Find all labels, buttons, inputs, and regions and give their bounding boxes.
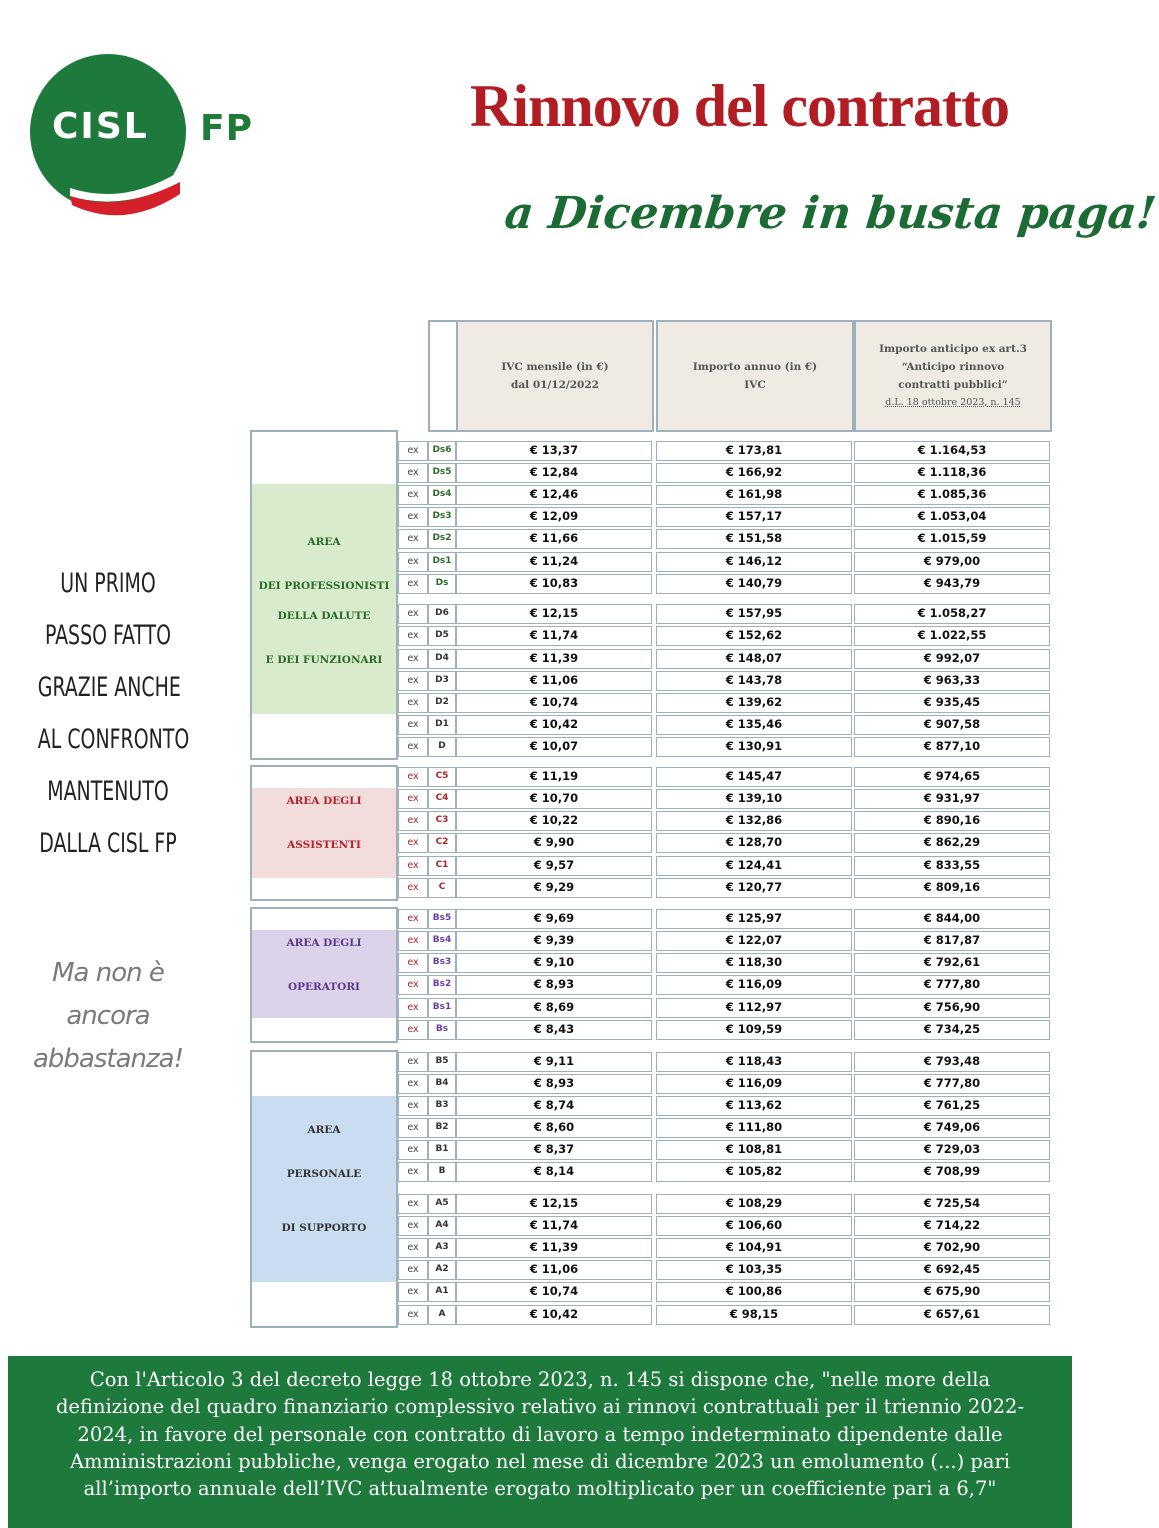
ivc-monthly-value: € 9,29 — [456, 878, 652, 898]
ivc-annual-value: € 157,95 — [656, 604, 852, 624]
column-header — [656, 320, 854, 432]
grade-prefix: ex — [398, 693, 428, 713]
advance-amount-value: € 756,90 — [854, 998, 1050, 1018]
grade-code: A1 — [428, 1282, 456, 1302]
ivc-monthly-value: € 10,74 — [456, 693, 652, 713]
ivc-monthly-value: € 9,90 — [456, 833, 652, 853]
ivc-monthly-value: € 11,06 — [456, 671, 652, 691]
grade-code: Ds1 — [428, 552, 456, 572]
table-row — [398, 552, 1050, 572]
advance-amount-value: € 844,00 — [854, 909, 1050, 929]
ivc-annual-value: € 98,15 — [656, 1305, 852, 1325]
table-row — [398, 626, 1050, 646]
grade-prefix: ex — [398, 574, 428, 594]
advance-amount-value: € 1.164,53 — [854, 441, 1050, 461]
ivc-annual-value: € 113,62 — [656, 1096, 852, 1116]
ivc-monthly-value: € 9,57 — [456, 856, 652, 876]
grade-code: Ds2 — [428, 529, 456, 549]
ivc-annual-value: € 151,58 — [656, 529, 852, 549]
grade-code: Bs3 — [428, 953, 456, 973]
grade-code: A — [428, 1305, 456, 1325]
ivc-annual-value: € 132,86 — [656, 811, 852, 831]
grade-code: B4 — [428, 1074, 456, 1094]
advance-amount-value: € 931,97 — [854, 789, 1050, 809]
grade-code: Ds — [428, 574, 456, 594]
grade-code: B2 — [428, 1118, 456, 1138]
advance-amount-value: € 907,58 — [854, 715, 1050, 735]
area-label: AREA — [307, 1124, 341, 1136]
grade-prefix: ex — [398, 604, 428, 624]
ivc-annual-value: € 118,30 — [656, 953, 852, 973]
grade-code: Ds3 — [428, 507, 456, 527]
grade-prefix: ex — [398, 1216, 428, 1236]
advance-amount-value: € 749,06 — [854, 1118, 1050, 1138]
advance-amount-value: € 675,90 — [854, 1282, 1050, 1302]
grade-code: D3 — [428, 671, 456, 691]
column-header — [854, 320, 1052, 432]
table-row — [398, 1216, 1050, 1236]
ivc-annual-value: € 152,62 — [656, 626, 852, 646]
table-row — [398, 529, 1050, 549]
logo-text-fp: FP — [200, 108, 253, 149]
ivc-annual-value: € 157,17 — [656, 507, 852, 527]
grade-prefix: ex — [398, 1140, 428, 1160]
advance-amount-value: € 714,22 — [854, 1216, 1050, 1236]
advance-amount-value: € 793,48 — [854, 1052, 1050, 1072]
ivc-monthly-value: € 10,83 — [456, 574, 652, 594]
table-row — [398, 671, 1050, 691]
ivc-annual-value: € 122,07 — [656, 931, 852, 951]
grade-code: C — [428, 878, 456, 898]
ivc-annual-value: € 128,70 — [656, 833, 852, 853]
grade-code: A4 — [428, 1216, 456, 1236]
grade-code: B5 — [428, 1052, 456, 1072]
ivc-annual-value: € 148,07 — [656, 649, 852, 669]
grade-code: Bs5 — [428, 909, 456, 929]
column-header-line: “Anticipo rinnovo — [901, 361, 1005, 373]
advance-amount-value: € 761,25 — [854, 1096, 1050, 1116]
ivc-monthly-value: € 8,43 — [456, 1020, 652, 1040]
ivc-annual-value: € 111,80 — [656, 1118, 852, 1138]
grade-code: C2 — [428, 833, 456, 853]
advance-amount-value: € 817,87 — [854, 931, 1050, 951]
ivc-monthly-value: € 11,74 — [456, 626, 652, 646]
grade-prefix: ex — [398, 485, 428, 505]
advance-amount-value: € 729,03 — [854, 1140, 1050, 1160]
area-label: DI SUPPORTO — [281, 1222, 367, 1234]
advance-amount-value: € 1.058,27 — [854, 604, 1050, 624]
ivc-monthly-value: € 9,11 — [456, 1052, 652, 1072]
advance-amount-value: € 777,80 — [854, 1074, 1050, 1094]
grade-code: B3 — [428, 1096, 456, 1116]
slogan-line: DALLA CISL FP — [39, 828, 177, 859]
ivc-monthly-value: € 8,14 — [456, 1162, 652, 1182]
ivc-annual-value: € 145,47 — [656, 767, 852, 787]
ivc-annual-value: € 146,12 — [656, 552, 852, 572]
table-row — [398, 463, 1050, 483]
grade-prefix: ex — [398, 552, 428, 572]
ivc-annual-value: € 139,10 — [656, 789, 852, 809]
grade-prefix: ex — [398, 1096, 428, 1116]
table-row — [398, 1140, 1050, 1160]
ivc-monthly-value: € 11,19 — [456, 767, 652, 787]
grade-prefix: ex — [398, 998, 428, 1018]
column-header-line: IVC mensile (in €) — [501, 361, 609, 373]
grade-prefix: ex — [398, 856, 428, 876]
ivc-monthly-value: € 12,46 — [456, 485, 652, 505]
ivc-annual-value: € 118,43 — [656, 1052, 852, 1072]
ivc-annual-value: € 140,79 — [656, 574, 852, 594]
column-header — [456, 320, 654, 432]
table-row — [398, 1074, 1050, 1094]
area-label: OPERATORI — [288, 981, 360, 993]
column-header-line: contratti pubblici” — [898, 379, 1008, 391]
area-label: E DEI FUNZIONARI — [265, 654, 383, 666]
ivc-annual-value: € 108,29 — [656, 1194, 852, 1214]
grade-code: D5 — [428, 626, 456, 646]
advance-amount-value: € 943,79 — [854, 574, 1050, 594]
grade-code: D2 — [428, 693, 456, 713]
advance-amount-value: € 792,61 — [854, 953, 1050, 973]
cisl-fp-logo — [30, 70, 270, 220]
ivc-monthly-value: € 13,37 — [456, 441, 652, 461]
grade-prefix: ex — [398, 1074, 428, 1094]
ivc-monthly-value: € 11,06 — [456, 1260, 652, 1280]
grade-prefix: ex — [398, 909, 428, 929]
grade-code: D1 — [428, 715, 456, 735]
ivc-annual-value: € 106,60 — [656, 1216, 852, 1236]
table-row — [398, 1238, 1050, 1258]
table-row — [398, 715, 1050, 735]
ivc-annual-value: € 105,82 — [656, 1162, 852, 1182]
table-row — [398, 767, 1050, 787]
grade-prefix: ex — [398, 878, 428, 898]
advance-amount-value: € 725,54 — [854, 1194, 1050, 1214]
table-row — [398, 1118, 1050, 1138]
advance-amount-value: € 777,80 — [854, 975, 1050, 995]
header-blank-cell — [428, 320, 458, 432]
advance-amount-value: € 1.022,55 — [854, 626, 1050, 646]
table-row — [398, 1096, 1050, 1116]
grade-code: C3 — [428, 811, 456, 831]
grade-code: Bs4 — [428, 931, 456, 951]
ivc-monthly-value: € 11,39 — [456, 1238, 652, 1258]
ivc-annual-value: € 125,97 — [656, 909, 852, 929]
ivc-annual-value: € 135,46 — [656, 715, 852, 735]
advance-amount-value: € 1.015,59 — [854, 529, 1050, 549]
ivc-monthly-value: € 9,39 — [456, 931, 652, 951]
ivc-annual-value: € 166,92 — [656, 463, 852, 483]
side-note-line: abbastanza! — [32, 1044, 184, 1074]
table-row — [398, 737, 1050, 757]
table-row — [398, 833, 1050, 853]
area-label: AREA — [307, 536, 341, 548]
grade-prefix: ex — [398, 811, 428, 831]
grade-prefix: ex — [398, 626, 428, 646]
table-row — [398, 878, 1050, 898]
slogan-line: GRAZIE ANCHE — [37, 672, 181, 703]
grade-prefix: ex — [398, 1238, 428, 1258]
ivc-annual-value: € 139,62 — [656, 693, 852, 713]
table-row — [398, 1052, 1050, 1072]
advance-amount-value: € 862,29 — [854, 833, 1050, 853]
table-row — [398, 856, 1050, 876]
column-header-line: Importo annuo (in €) — [692, 361, 818, 373]
grade-prefix: ex — [398, 649, 428, 669]
grade-prefix: ex — [398, 1052, 428, 1072]
table-row — [398, 811, 1050, 831]
grade-code: C1 — [428, 856, 456, 876]
area-label: PERSONALE — [286, 1168, 362, 1180]
grade-prefix: ex — [398, 833, 428, 853]
grade-code: A2 — [428, 1260, 456, 1280]
advance-amount-value: € 974,65 — [854, 767, 1050, 787]
table-row — [398, 1020, 1050, 1040]
ivc-annual-value: € 100,86 — [656, 1282, 852, 1302]
ivc-monthly-value: € 12,84 — [456, 463, 652, 483]
ivc-monthly-value: € 8,69 — [456, 998, 652, 1018]
page-title: Rinnovo del contratto — [470, 73, 1009, 139]
table-row — [398, 1260, 1050, 1280]
ivc-monthly-value: € 8,93 — [456, 1074, 652, 1094]
grade-code: Ds5 — [428, 463, 456, 483]
area-fill-professionisti — [252, 484, 396, 714]
table-row — [398, 485, 1050, 505]
ivc-annual-value: € 116,09 — [656, 1074, 852, 1094]
grade-prefix: ex — [398, 931, 428, 951]
table-row — [398, 604, 1050, 624]
ivc-monthly-value: € 8,60 — [456, 1118, 652, 1138]
ivc-monthly-value: € 10,22 — [456, 811, 652, 831]
ivc-monthly-value: € 9,69 — [456, 909, 652, 929]
grade-code: Bs — [428, 1020, 456, 1040]
logo-text-cisl: CISL — [52, 106, 149, 147]
slogan-line: UN PRIMO — [60, 568, 156, 599]
grade-prefix: ex — [398, 441, 428, 461]
grade-code: Bs1 — [428, 998, 456, 1018]
column-header-line: Importo anticipo ex art.3 — [879, 343, 1027, 355]
ivc-monthly-value: € 10,42 — [456, 1305, 652, 1325]
ivc-monthly-value: € 10,74 — [456, 1282, 652, 1302]
slogan-line: PASSO FATTO — [45, 620, 171, 651]
advance-amount-value: € 809,16 — [854, 878, 1050, 898]
ivc-monthly-value: € 12,15 — [456, 1194, 652, 1214]
grade-prefix: ex — [398, 767, 428, 787]
ivc-monthly-value: € 10,70 — [456, 789, 652, 809]
grade-prefix: ex — [398, 1282, 428, 1302]
grade-code: D6 — [428, 604, 456, 624]
grade-prefix: ex — [398, 1162, 428, 1182]
grade-prefix: ex — [398, 529, 428, 549]
table-row — [398, 1305, 1050, 1325]
grade-prefix: ex — [398, 671, 428, 691]
grade-prefix: ex — [398, 789, 428, 809]
grade-prefix: ex — [398, 1305, 428, 1325]
ivc-annual-value: € 130,91 — [656, 737, 852, 757]
ivc-monthly-value: € 12,09 — [456, 507, 652, 527]
slogan — [37, 558, 190, 870]
grade-prefix: ex — [398, 463, 428, 483]
advance-amount-value: € 877,10 — [854, 737, 1050, 757]
ivc-monthly-value: € 11,39 — [456, 649, 652, 669]
grade-prefix: ex — [398, 715, 428, 735]
table-row — [398, 693, 1050, 713]
grade-prefix: ex — [398, 737, 428, 757]
column-header-line: IVC — [744, 379, 766, 391]
area-label: DEI PROFESSIONISTI — [258, 580, 390, 592]
grade-prefix: ex — [398, 953, 428, 973]
area-label: ASSISTENTI — [287, 839, 361, 851]
ivc-annual-value: € 116,09 — [656, 975, 852, 995]
ivc-monthly-value: € 11,24 — [456, 552, 652, 572]
ivc-annual-value: € 143,78 — [656, 671, 852, 691]
grade-prefix: ex — [398, 1020, 428, 1040]
slogan-line: AL CONFRONTO — [37, 724, 190, 755]
advance-amount-value: € 992,07 — [854, 649, 1050, 669]
table-row — [398, 649, 1050, 669]
grade-code: B — [428, 1162, 456, 1182]
area-label: DELLA DALUTE — [277, 610, 371, 622]
advance-amount-value: € 935,45 — [854, 693, 1050, 713]
advance-amount-value: € 708,99 — [854, 1162, 1050, 1182]
table-row — [398, 1194, 1050, 1214]
advance-amount-value: € 1.085,36 — [854, 485, 1050, 505]
ivc-monthly-value: € 8,74 — [456, 1096, 652, 1116]
grade-code: D4 — [428, 649, 456, 669]
table-row — [398, 1162, 1050, 1182]
advance-amount-value: € 890,16 — [854, 811, 1050, 831]
page-subtitle: a Dicembre in busta paga! — [502, 188, 1159, 239]
table-row — [398, 975, 1050, 995]
advance-amount-value: € 692,45 — [854, 1260, 1050, 1280]
footer-text: Con l'Articolo 3 del decreto legge 18 ottobre 2023, n. 145 si dispone che, "nelle more della definizione del quadro finanziario complessivo relativo ai rinnovi contrattuali per il triennio 2022-2024, in favore del personale con contratto di lavoro a tempo indeterminato dipendente dalle Amministrazioni pubbliche, venga erogato nel mese di dicembre 2023 un emolumento (...) pari all’importo annuale dell’IVC attualmente erogato moltiplicato per un coefficiente pari a 6,7" — [55, 1368, 1025, 1501]
ivc-monthly-value: € 10,42 — [456, 715, 652, 735]
advance-amount-value: € 833,55 — [854, 856, 1050, 876]
ivc-annual-value: € 104,91 — [656, 1238, 852, 1258]
grade-code: C4 — [428, 789, 456, 809]
grade-code: A5 — [428, 1194, 456, 1214]
ivc-annual-value: € 120,77 — [656, 878, 852, 898]
grade-code: D — [428, 737, 456, 757]
table-row — [398, 441, 1050, 461]
table-row — [398, 1282, 1050, 1302]
grade-code: Ds6 — [428, 441, 456, 461]
ivc-annual-value: € 161,98 — [656, 485, 852, 505]
ivc-monthly-value: € 8,93 — [456, 975, 652, 995]
table-row — [398, 998, 1050, 1018]
advance-amount-value: € 702,90 — [854, 1238, 1050, 1258]
slogan-line: MANTENUTO — [47, 776, 169, 807]
advance-amount-value: € 963,33 — [854, 671, 1050, 691]
table-row — [398, 574, 1050, 594]
grade-prefix: ex — [398, 1194, 428, 1214]
ivc-monthly-value: € 8,37 — [456, 1140, 652, 1160]
grade-prefix: ex — [398, 1118, 428, 1138]
ivc-monthly-value: € 9,10 — [456, 953, 652, 973]
ivc-monthly-value: € 11,74 — [456, 1216, 652, 1236]
grade-prefix: ex — [398, 975, 428, 995]
ivc-annual-value: € 124,41 — [656, 856, 852, 876]
side-note-line: ancora — [66, 1001, 150, 1031]
area-label: AREA DEGLI — [286, 937, 362, 949]
side-note-line: Ma non è — [52, 958, 164, 988]
table-row — [398, 931, 1050, 951]
advance-amount-value: € 1.053,04 — [854, 507, 1050, 527]
table-row — [398, 789, 1050, 809]
ivc-annual-value: € 173,81 — [656, 441, 852, 461]
grade-code: A3 — [428, 1238, 456, 1258]
column-header-line: dal 01/12/2022 — [511, 379, 599, 391]
area-label: AREA DEGLI — [286, 795, 362, 807]
grade-code: Bs2 — [428, 975, 456, 995]
ivc-annual-value: € 103,35 — [656, 1260, 852, 1280]
advance-amount-value: € 734,25 — [854, 1020, 1050, 1040]
grade-prefix: ex — [398, 507, 428, 527]
ivc-monthly-value: € 11,66 — [456, 529, 652, 549]
advance-amount-value: € 1.118,36 — [854, 463, 1050, 483]
grade-prefix: ex — [398, 1260, 428, 1280]
table-row — [398, 953, 1050, 973]
ivc-monthly-value: € 12,15 — [456, 604, 652, 624]
table-row — [398, 507, 1050, 527]
advance-amount-value: € 979,00 — [854, 552, 1050, 572]
advance-amount-value: € 657,61 — [854, 1305, 1050, 1325]
footer-note — [8, 1356, 1072, 1528]
ivc-monthly-value: € 10,07 — [456, 737, 652, 757]
ivc-annual-value: € 108,81 — [656, 1140, 852, 1160]
grade-code: C5 — [428, 767, 456, 787]
grade-code: Ds4 — [428, 485, 456, 505]
grade-code: B1 — [428, 1140, 456, 1160]
table-row — [398, 909, 1050, 929]
column-header-line: d.L. 18 ottobre 2023, n. 145 — [885, 397, 1021, 408]
ivc-annual-value: € 109,59 — [656, 1020, 852, 1040]
side-note — [20, 952, 196, 1081]
ivc-annual-value: € 112,97 — [656, 998, 852, 1018]
